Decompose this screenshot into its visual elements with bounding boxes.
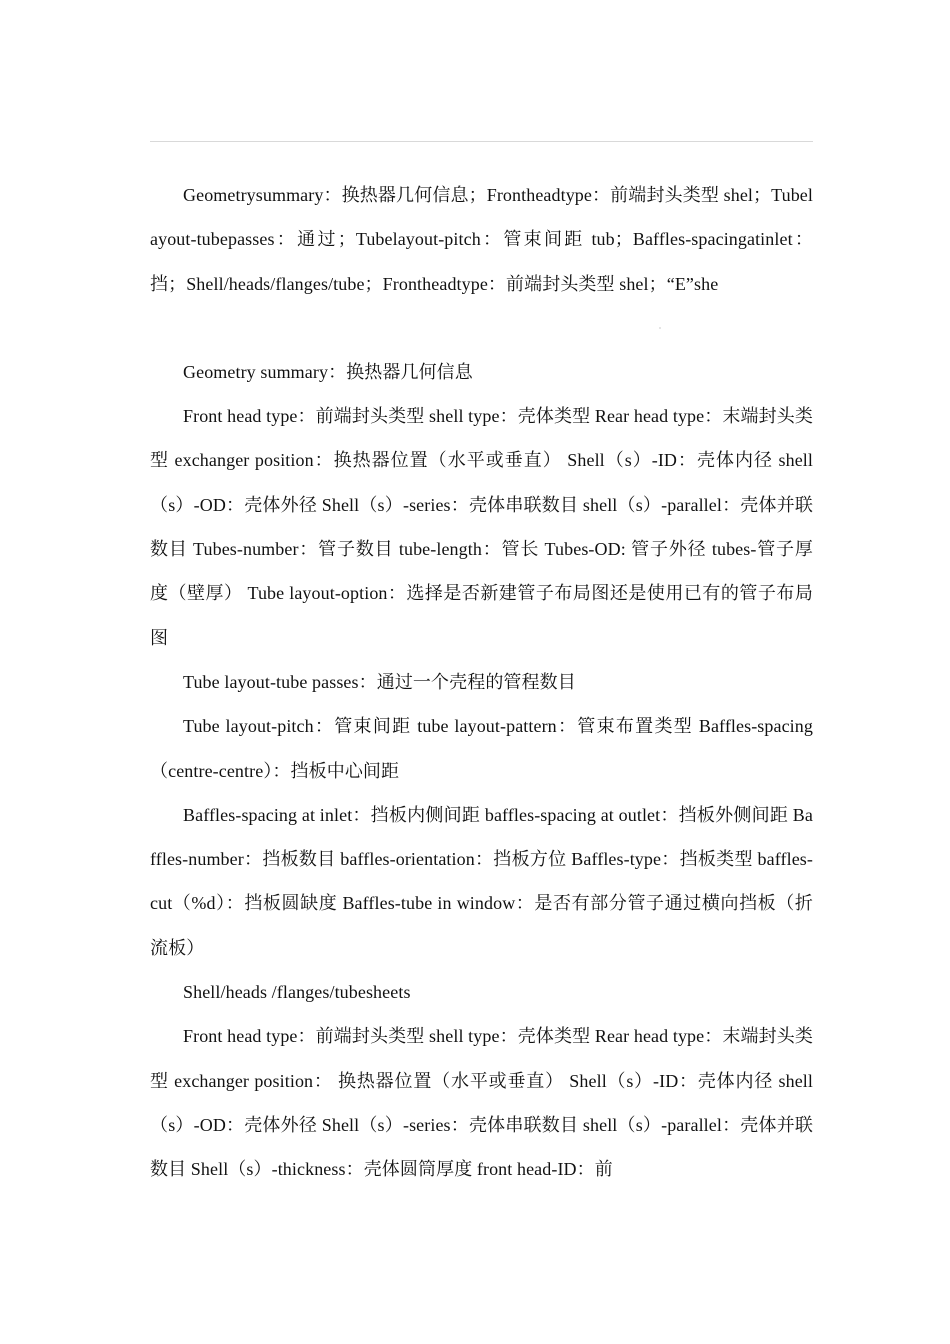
paragraph-tube-pitch: Tube layout-pitch：管束间距 tube layout-pattern：管束布置类型 Baffles-spacing（centre-centre）：挡板中心间距 — [150, 716, 813, 781]
header-divider — [150, 141, 813, 142]
paragraph-front-head-details: Front head type：前端封头类型 shell type：壳体类型 Rear head type：末端封头类型 exchanger position：换热器位置（水平或垂直） Shell（s）-ID：壳体内径 shell（s）-OD：壳体外径 Shell（s）-series：壳体串联数目 shell（s）-parallel：壳体并联数目 Tubes-number：管子数目 tube-length：管长 Tubes-OD: 管子外径 tubes-管子厚度（壁厚） Tube layout-option：选择是否新建管子布局图还是使用已有的管子布局图 — [150, 406, 813, 648]
faint-dot — [659, 327, 661, 329]
paragraph-baffles: Baffles-spacing at inlet：挡板内侧间距 baffles-spacing at outlet：挡板外侧间距 Baffles-number：挡板数目 baffles-orientation：挡板方位 Baffles-type：挡板类型 baffles-cut（%d）：挡板圆缺度 Baffles-tube in window：是否有部分管子通过横向挡板（折流板） — [150, 804, 813, 958]
paragraph-shell-heads-heading: Shell/heads /flanges/tubesheets — [183, 982, 411, 1003]
paragraph-tube-passes: Tube layout-tube passes：通过一个壳程的管程数目 — [183, 671, 576, 692]
paragraph-shell-heads-details: Front head type：前端封头类型 shell type：壳体类型 Rear head type：末端封头类型 exchanger position： 换热器位置（水平或垂直） Shell（s）-ID：壳体内径 shell（s）-OD：壳体外径 Shell（s）-series：壳体串联数目 shell（s）-parallel：壳体并联数目 Shell（s）-thickness：壳体圆筒厚度 front head-ID：前 — [150, 1026, 813, 1180]
paragraph-geometry-summary: Geometry summary：换热器几何信息 — [183, 361, 473, 382]
summary-paragraph: Geometrysummary：换热器几何信息；Frontheadtype：前端封头类型 shel；Tubelayout-tubepasses：通过；Tubelayout-pitch：管束间距 tub；Baffles-spacingatinlet：挡；Shell/heads/flanges/tube；Frontheadtype：前端封头类型 shel；“E”she — [150, 185, 813, 294]
document-body — [150, 173, 813, 1192]
